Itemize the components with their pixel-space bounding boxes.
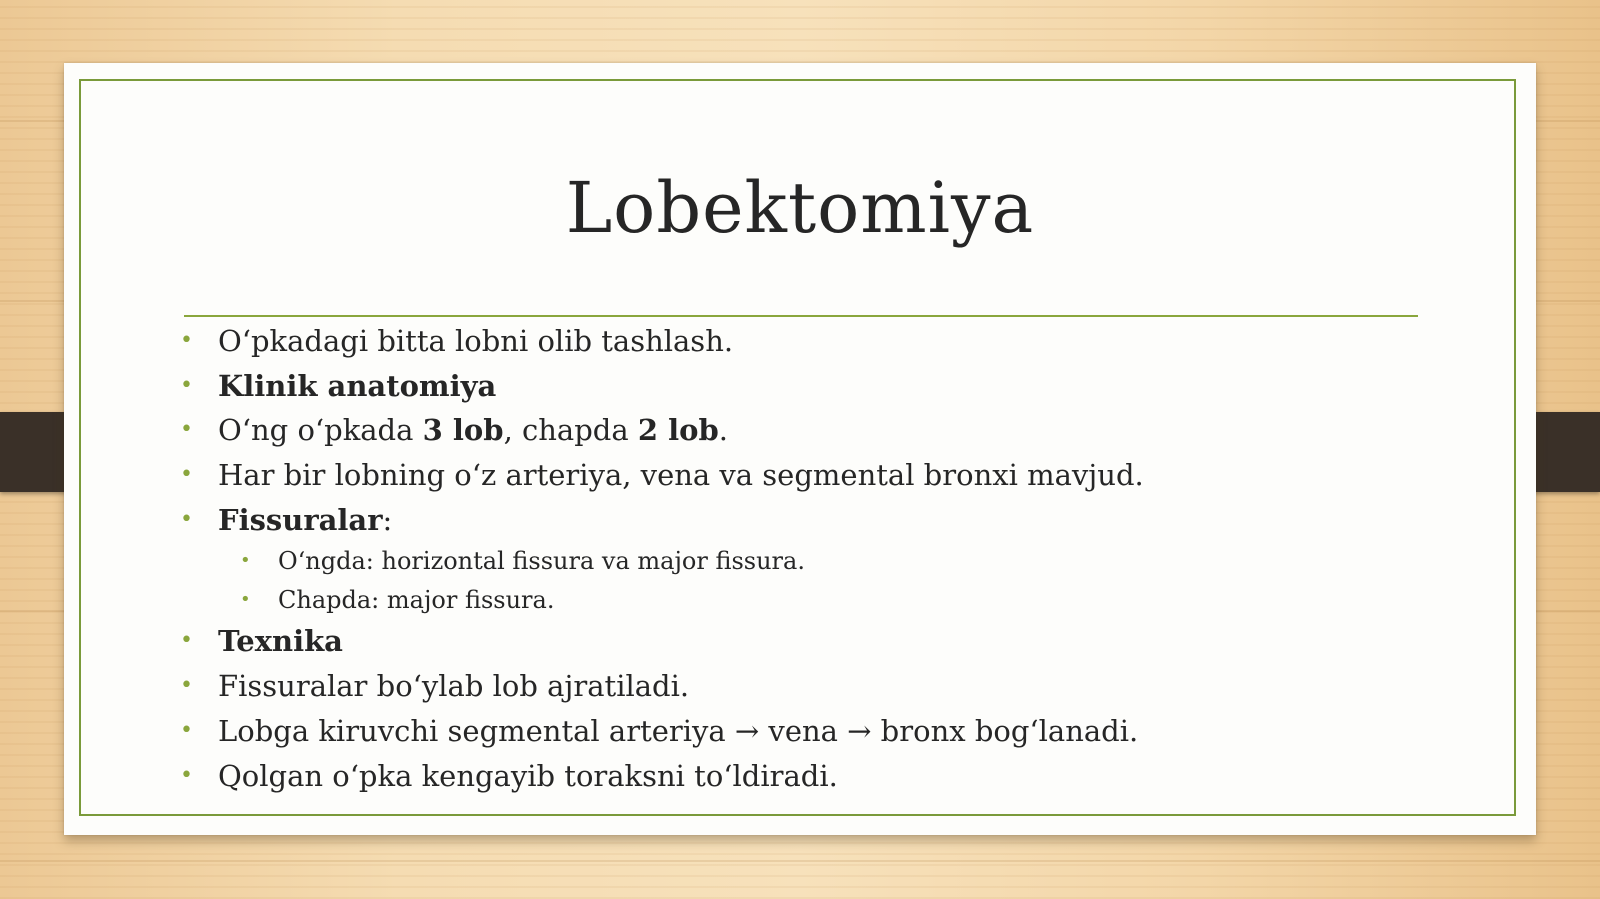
wood-grain-line bbox=[0, 860, 1600, 862]
bullet-item bbox=[180, 619, 1420, 664]
bullet-text: O‘pkadagi bitta lobni olib tashlash. bbox=[218, 324, 734, 358]
bullet-text: Har bir lobning o‘z arteriya, vena va segmental bronxi mavjud. bbox=[218, 458, 1144, 493]
bullet-item bbox=[180, 364, 1420, 409]
bullet-heading: Fissuralar bbox=[218, 502, 383, 537]
bullet-icon: • bbox=[180, 506, 193, 532]
title-divider bbox=[184, 315, 1418, 317]
bullet-list bbox=[180, 319, 1420, 798]
slide-title: Lobektomiya bbox=[565, 167, 1035, 249]
bullet-icon: • bbox=[180, 417, 193, 443]
bullet-item bbox=[180, 408, 1420, 453]
bullet-icon: • bbox=[180, 328, 193, 353]
bullet-heading: Texnika bbox=[218, 624, 343, 659]
bullet-text: O‘ng o‘pkada bbox=[218, 413, 423, 448]
bullet-item bbox=[180, 709, 1420, 754]
bullet-icon: • bbox=[180, 717, 193, 743]
sub-bullet-item bbox=[180, 542, 1420, 581]
bullet-text: Qolgan o‘pka kengayib toraksni to‘ldiradi. bbox=[218, 758, 838, 793]
bullet-text: Lobga kiruvchi segmental arteriya → vena → bronx bog‘lanadi. bbox=[218, 713, 1139, 748]
bullet-text: : bbox=[382, 502, 393, 537]
sub-bullet-text: O‘ngda: horizontal fissura va major fissura. bbox=[278, 547, 805, 576]
bullet-item bbox=[180, 754, 1420, 799]
bullet-icon: • bbox=[180, 372, 193, 398]
bullet-icon: • bbox=[180, 462, 193, 488]
bullet-icon: • bbox=[180, 762, 193, 788]
bullet-heading: Klinik anatomiya bbox=[218, 368, 497, 403]
bullet-icon: • bbox=[180, 628, 193, 654]
bullet-icon: • bbox=[180, 673, 193, 699]
bullet-item bbox=[180, 498, 1420, 543]
bullet-item bbox=[180, 453, 1420, 498]
bullet-item bbox=[180, 319, 1420, 364]
bullet-icon: • bbox=[240, 550, 251, 572]
sub-bullet-text: Chapda: major fissura. bbox=[278, 585, 555, 614]
bullet-bold-text: 2 lob bbox=[637, 413, 719, 448]
bullet-text: Fissuralar bo‘ylab lob ajratiladi. bbox=[218, 669, 690, 704]
sub-bullet-item bbox=[180, 581, 1420, 620]
slide-card bbox=[64, 63, 1536, 835]
bullet-text: . bbox=[718, 413, 728, 448]
bullet-item bbox=[180, 664, 1420, 709]
bullet-icon: • bbox=[240, 588, 251, 610]
bullet-bold-text: 3 lob bbox=[422, 413, 504, 448]
bullet-text: , chapda bbox=[503, 413, 638, 448]
